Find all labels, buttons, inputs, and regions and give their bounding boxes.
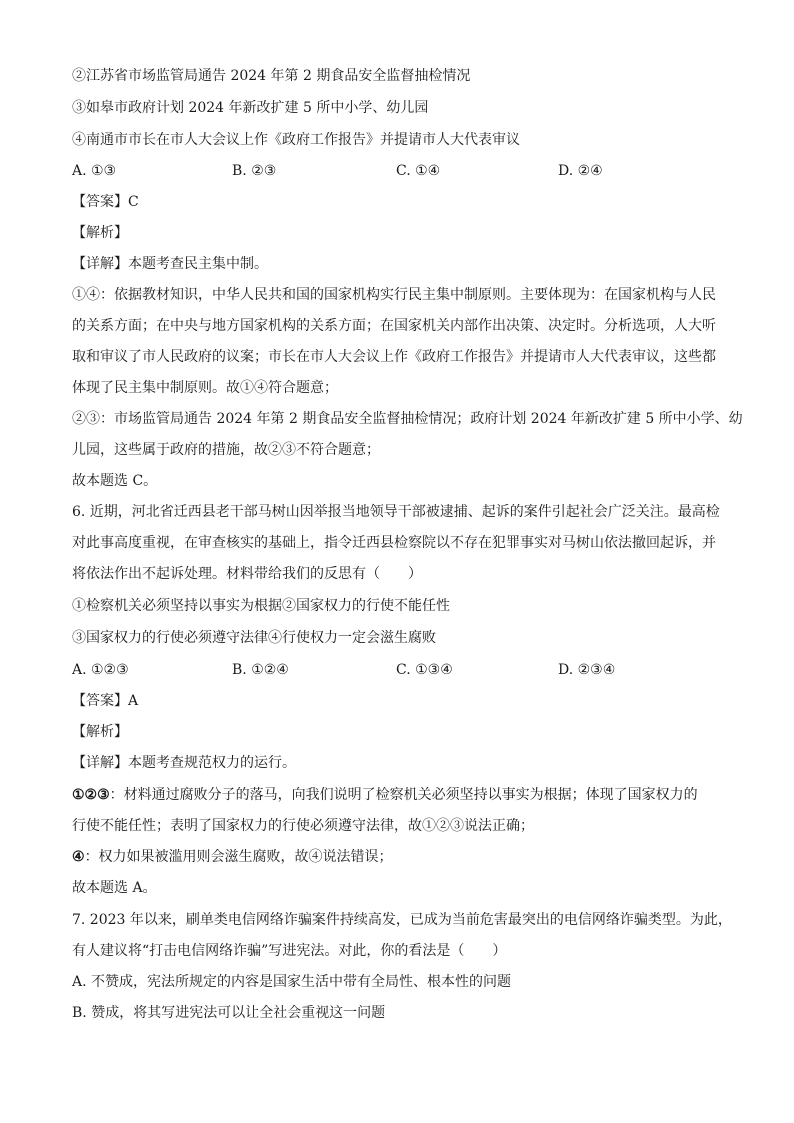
q6-statements-line: ①检察机关必须坚持以事实为根据②国家权力的行使不能任性: [72, 598, 450, 614]
q5-option-c: C. ①④: [396, 163, 441, 179]
statement-2: ②江苏省市场监管局通告 2024 年第 2 期食品安全监督抽检情况: [72, 68, 471, 84]
q6-body-text: ：材料通过腐败分子的落马，向我们说明了检察机关必须坚持以事实为根据；体现了国家权力的: [109, 787, 698, 803]
q6-option-a: A. ①②③: [72, 662, 129, 678]
q6-stem-line: 对此事高度重视，在审查核实的基础上，指令迁西县检察院以不存在犯罪事实对马树山依法撤回起诉，并: [72, 535, 716, 551]
q6-stem-line: 6. 近期，河北省迁西县老干部马树山因举报当地领导干部被逮捕、起诉的案件引起社会广泛关注。最高检: [72, 504, 720, 520]
q6-conclusion: [72, 878, 157, 898]
q5-conclusion: 故本题选 C。: [72, 473, 158, 489]
q5-option-b: B. ②③: [232, 163, 277, 179]
q6-options: [72, 660, 732, 680]
q6-statements-line: ③国家权力的行使必须遵守法律④行使权力一定会滋生腐败: [72, 630, 436, 646]
q6-option-c: C. ①③④: [396, 662, 453, 678]
q6-detail: 【详解】本题考查规范权力的运行。: [72, 755, 296, 771]
q5-body-line: ①④：依据教材知识，中华人民共和国的国家机构实行民主集中制原则。主要体现为：在国家机构与人民: [72, 287, 716, 303]
statement-3: ③如皋市政府计划 2024 年新改扩建 5 所中小学、幼儿园: [72, 100, 429, 116]
q7-option-b: B. 赞成，将其写进宪法可以让全社会重视这一问题: [72, 1005, 386, 1021]
q5-answer: 【答案】C: [72, 194, 139, 210]
q5-options: [72, 161, 732, 181]
q6-option-d: D. ②③④: [558, 662, 616, 678]
q5-body-line: 取和审议了市人民政府的议案；市长在市人大会议上作《政府工作报告》并提请市人大代表审议，这些都: [72, 349, 716, 365]
q6-body-line: [72, 785, 698, 805]
q5-body-line: 体现了民主集中制原则。故①④符合题意；: [72, 380, 338, 396]
q6-stem-line: 将依法作出不起诉处理。材料带给我们的反思有（ ）: [72, 566, 422, 582]
statement-4: ④南通市市长在市人大会议上作《政府工作报告》并提请市人大代表审议: [72, 132, 520, 148]
q6-body-lead: ①②③: [72, 787, 110, 803]
q5-detail: 【详解】本题考查民主集中制。: [72, 256, 268, 272]
q5-option-d: D. ②④: [558, 163, 603, 179]
q5-body-line: 的关系方面；在中央与地方国家机构的关系方面；在国家机关内部作出决策、决定时。分析选项，人大听: [72, 318, 716, 334]
q6-answer: 【答案】A: [72, 693, 139, 709]
q5-body-line: 儿园，这些属于政府的措施，故②③不符合题意；: [72, 442, 380, 458]
q5-body-line: ②③：市场监管局通告 2024 年第 2 期食品安全监督抽检情况；政府计划 2024 年新改扩建 5 所中小学、幼: [72, 411, 743, 427]
q5-analysis-heading: 【解析】: [72, 225, 128, 241]
q6-body-text: 故本题选 A。: [72, 880, 157, 896]
q6-body-text: ：权力如果被滥用则会滋生腐败，故④说法错误；: [84, 849, 393, 865]
q6-body-line: [72, 816, 534, 836]
q6-body-lead: ④: [72, 849, 85, 865]
q6-body-line: [72, 847, 393, 867]
q6-body-text: 行使不能任性；表明了国家权力的行使必须遵守法律，故①②③说法正确；: [72, 818, 534, 834]
q7-option-a: A. 不赞成，宪法所规定的内容是国家生活中带有全局性、根本性的问题: [72, 974, 512, 990]
q6-option-b: B. ①②④: [232, 662, 289, 678]
q7-stem-line: 有人建议将“打击电信网络诈骗”写进宪法。对此，你的看法是（ ）: [72, 943, 507, 959]
q6-analysis-heading: 【解析】: [72, 724, 128, 740]
q7-stem-line: 7. 2023 年以来，刷单类电信网络诈骗案件持续高发，已成为当前危害最突出的电信网络诈骗类型。为此，: [72, 912, 732, 928]
q5-option-a: A. ①③: [72, 163, 117, 179]
